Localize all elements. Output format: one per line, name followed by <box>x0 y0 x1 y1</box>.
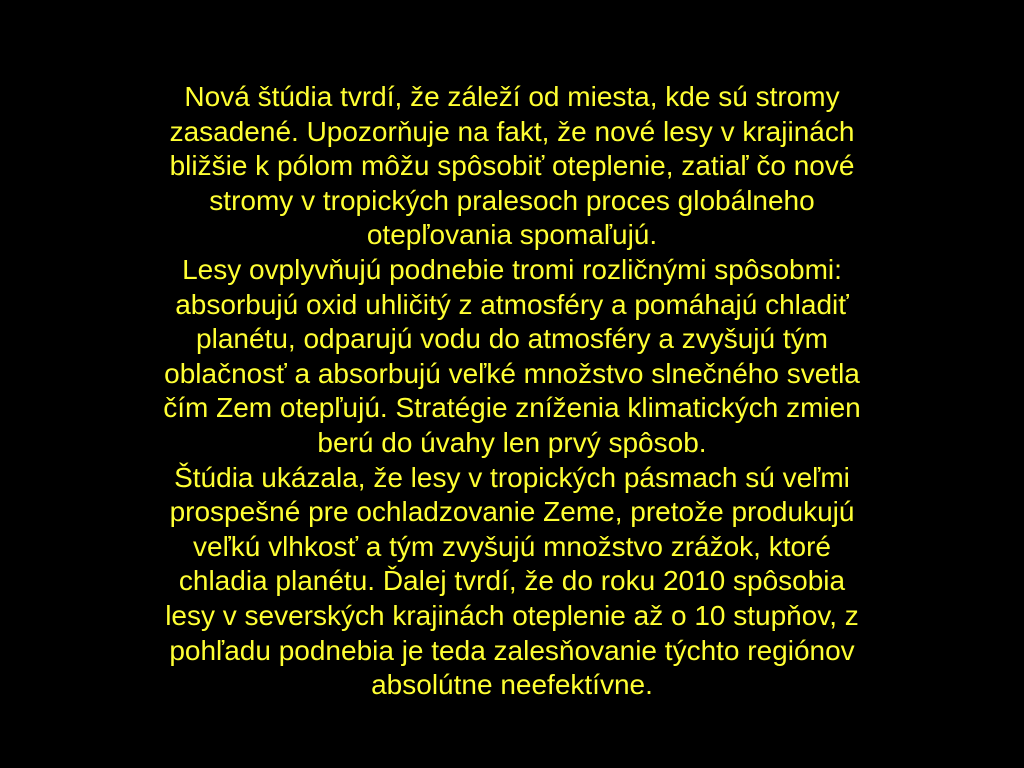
text-line: pohľadu podnebia je teda zalesňovanie týchto regiónov <box>169 634 855 666</box>
paragraph-1 <box>40 80 984 253</box>
text-line: čím Zem otepľujú. Stratégie zníženia klimatických zmien <box>163 392 861 424</box>
paragraph-3 <box>40 461 984 703</box>
text-line: prospešné pre ochladzovanie Zeme, pretože produkujú <box>169 496 855 528</box>
text-line: berú do úvahy len prvý spôsob. <box>317 426 707 458</box>
text-line: chladia planétu. Ďalej tvrdí, že do roku 2010 spôsobia <box>178 565 846 597</box>
text-line: Lesy ovplyvňujú podnebie tromi rozličnými spôsobmi: <box>182 253 842 285</box>
text-line: planétu, odparujú vodu do atmosféry a zvyšujú tým <box>196 323 828 355</box>
text-line: otepľovania spomaľujú. <box>366 219 658 251</box>
text-line: stromy v tropických pralesoch proces globálneho <box>209 184 815 216</box>
text-line: absorbujú oxid uhličitý z atmosféry a pomáhajú chladiť <box>175 288 849 320</box>
text-line: bližšie k pólom môžu spôsobiť oteplenie, zatiaľ čo nové <box>169 150 855 182</box>
slide-text-body <box>40 80 984 703</box>
text-line: oblačnosť a absorbujú veľké množstvo slnečného svetla <box>164 357 860 389</box>
text-line: zasadené. Upozorňuje na fakt, že nové lesy v krajinách <box>169 115 855 147</box>
text-line: absolútne neefektívne. <box>371 669 653 701</box>
paragraph-2 <box>40 253 984 461</box>
text-line: veľkú vlhkosť a tým zvyšujú množstvo zrážok, ktoré <box>193 530 831 562</box>
text-line: lesy v severských krajinách oteplenie až o 10 stupňov, z <box>165 599 859 631</box>
text-line: Štúdia ukázala, že lesy v tropických pásmach sú veľmi <box>174 461 850 493</box>
text-line: Nová štúdia tvrdí, že záleží od miesta, kde sú stromy <box>184 81 840 112</box>
